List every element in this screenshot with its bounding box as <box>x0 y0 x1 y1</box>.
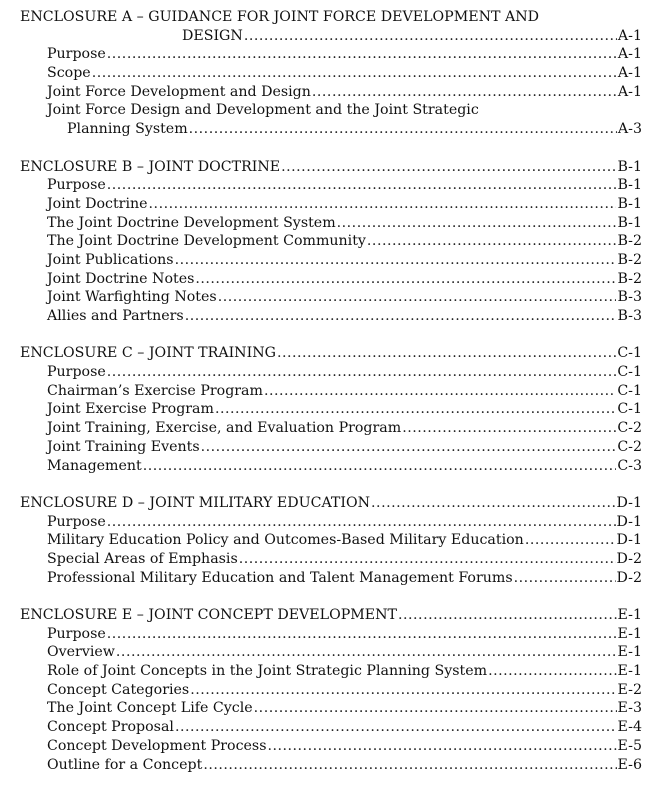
dot-leader <box>190 681 616 700</box>
page-number: A-1 <box>617 27 642 44</box>
dot-leader <box>488 662 616 681</box>
toc-entry[interactable] <box>20 307 642 326</box>
dot-leader <box>398 606 617 625</box>
toc-entry[interactable] <box>20 288 642 307</box>
section-title: ENCLOSURE C – JOINT TRAINING <box>20 345 276 362</box>
section-title: ENCLOSURE A – GUIDANCE FOR JOINT FORCE DEVELOPMENT AND <box>20 9 540 25</box>
section-enclosure-d <box>20 494 642 587</box>
entry-label: Military Education Policy and Outcomes-Based Military Education <box>47 532 524 549</box>
page-number: E-1 <box>617 625 642 642</box>
page-number: B-1 <box>617 158 642 175</box>
dot-leader <box>277 344 616 363</box>
toc-entry[interactable] <box>20 83 642 102</box>
dot-leader <box>203 756 616 775</box>
page-number: B-3 <box>617 308 642 324</box>
page-number: E-1 <box>617 644 642 661</box>
section-heading[interactable] <box>20 8 642 27</box>
entry-label: Concept Proposal <box>47 719 174 736</box>
page-number: C-2 <box>617 420 642 437</box>
page-number: A-1 <box>617 65 642 82</box>
entry-label: Joint Force Development and Design <box>47 83 311 100</box>
toc-entry[interactable] <box>20 400 642 419</box>
toc-entry[interactable] <box>20 251 642 270</box>
toc-entry[interactable] <box>20 737 642 756</box>
page-number: B-2 <box>617 251 642 268</box>
dot-leader <box>149 195 617 214</box>
page-number: B-3 <box>617 289 642 306</box>
toc-entry[interactable] <box>20 457 642 476</box>
toc-entry[interactable] <box>20 270 642 289</box>
entry-label: Scope <box>47 65 91 82</box>
entry-label: Allies and Partners <box>47 308 184 324</box>
dot-leader <box>254 699 617 718</box>
dot-leader <box>107 176 617 195</box>
section-enclosure-a <box>20 8 642 139</box>
toc-entry[interactable] <box>20 45 642 64</box>
entry-label: Purpose <box>47 625 106 642</box>
dot-leader <box>175 251 617 270</box>
dot-leader <box>267 737 616 756</box>
page-number: E-1 <box>617 663 642 680</box>
entry-label: Overview <box>47 644 115 661</box>
entry-label: Concept Categories <box>47 681 190 698</box>
dot-leader <box>244 27 617 46</box>
entry-label: Professional Military Education and Talent Management Forums <box>47 569 513 586</box>
page-number: E-5 <box>617 737 642 754</box>
dot-leader <box>185 307 617 326</box>
toc-entry[interactable] <box>20 438 642 457</box>
dot-leader <box>189 120 617 139</box>
page-number: B-1 <box>617 214 642 231</box>
page-number: D-1 <box>616 513 642 530</box>
page-number: E-4 <box>617 719 642 736</box>
dot-leader <box>402 419 616 438</box>
dot-leader <box>525 531 616 550</box>
dot-leader <box>264 382 616 401</box>
page-number: B-2 <box>617 233 642 250</box>
toc-entry[interactable] <box>20 662 642 681</box>
toc-entry[interactable] <box>20 550 642 569</box>
page-number: D-2 <box>616 550 642 567</box>
toc-entry[interactable] <box>20 531 642 550</box>
toc-entry[interactable] <box>20 214 642 233</box>
dot-leader <box>195 270 616 289</box>
section-title: ENCLOSURE E – JOINT CONCEPT DEVELOPMENT <box>20 607 398 623</box>
dot-leader <box>143 457 617 476</box>
toc-entry[interactable] <box>20 718 642 737</box>
entry-label: Joint Exercise Program <box>47 401 214 418</box>
entry-label: Purpose <box>47 364 106 381</box>
dot-leader <box>281 158 616 177</box>
page-number: C-1 <box>617 345 642 362</box>
dot-leader <box>312 83 617 102</box>
dot-leader <box>201 438 617 457</box>
dot-leader <box>116 643 617 662</box>
entry-label: The Joint Concept Life Cycle <box>47 700 253 717</box>
page-number: A-1 <box>617 83 642 100</box>
page-number: C-2 <box>617 438 642 455</box>
entry-label: Joint Force Design and Development and the Joint Strategic <box>47 102 479 119</box>
page-number: C-3 <box>617 457 642 474</box>
toc-entry[interactable] <box>20 64 642 83</box>
dot-leader <box>92 64 617 83</box>
toc-entry[interactable] <box>20 176 642 195</box>
toc-entry-continued[interactable] <box>20 120 642 139</box>
toc-entry[interactable] <box>20 569 642 588</box>
entry-label: The Joint Doctrine Development Community <box>47 233 366 250</box>
entry-label: Purpose <box>47 177 106 194</box>
dot-leader <box>107 513 616 532</box>
page-number: C-1 <box>617 401 642 418</box>
toc-entry[interactable] <box>20 382 642 401</box>
dot-leader <box>367 232 617 251</box>
dot-leader <box>107 625 617 644</box>
page-number: B-1 <box>617 177 642 194</box>
toc-entry[interactable] <box>20 625 642 644</box>
toc-entry[interactable] <box>20 232 642 251</box>
page-number: A-1 <box>617 46 642 63</box>
entry-label: The Joint Doctrine Development System <box>47 214 336 231</box>
entry-label: Joint Doctrine Notes <box>47 270 195 287</box>
toc-entry[interactable] <box>20 756 642 775</box>
entry-label: Outline for a Concept <box>47 756 203 773</box>
entry-label: Management <box>47 457 142 474</box>
toc-entry[interactable] <box>20 643 642 662</box>
page-number: C-1 <box>617 382 642 399</box>
entry-label: Purpose <box>47 46 106 63</box>
section-heading[interactable] <box>20 494 642 513</box>
dot-leader <box>218 288 617 307</box>
entry-label: Special Areas of Emphasis <box>47 550 238 567</box>
section-heading-continued[interactable] <box>20 27 642 46</box>
page-number: A-3 <box>617 121 642 138</box>
toc-entry[interactable] <box>20 101 642 120</box>
dot-leader <box>215 400 616 419</box>
section-enclosure-b <box>20 158 642 326</box>
section-title-continued: DESIGN <box>182 27 243 44</box>
entry-label: Chairman’s Exercise Program <box>47 382 263 399</box>
page-number: E-3 <box>617 700 642 717</box>
page-number: D-2 <box>616 569 642 586</box>
toc-entry[interactable] <box>20 363 642 382</box>
entry-label: Joint Warfighting Notes <box>47 289 217 306</box>
entry-label-continued: Planning System <box>67 121 188 138</box>
entry-label: Joint Training Events <box>47 438 200 455</box>
entry-label: Joint Publications <box>47 251 174 268</box>
toc-entry[interactable] <box>20 513 642 532</box>
dot-leader <box>337 214 617 233</box>
toc-entry[interactable] <box>20 681 642 700</box>
page-number: E-1 <box>617 607 642 623</box>
toc-entry[interactable] <box>20 699 642 718</box>
page-number: C-1 <box>617 364 642 381</box>
section-title: ENCLOSURE D – JOINT MILITARY EDUCATION <box>20 494 371 511</box>
entry-label: Concept Development Process <box>47 737 267 754</box>
section-heading[interactable] <box>20 344 642 363</box>
page-number: D-1 <box>616 494 642 511</box>
page-number: D-1 <box>616 532 642 549</box>
entry-label: Joint Training, Exercise, and Evaluation Program <box>47 420 402 437</box>
entry-label: Joint Doctrine <box>47 195 148 212</box>
dot-leader <box>107 45 617 64</box>
page-number: E-2 <box>617 681 642 698</box>
section-heading[interactable] <box>20 606 642 625</box>
toc-entry[interactable] <box>20 419 642 438</box>
page-number: B-1 <box>617 195 642 212</box>
dot-leader <box>239 550 616 569</box>
toc-entry[interactable] <box>20 195 642 214</box>
page-number: E-6 <box>617 756 642 773</box>
dot-leader <box>514 569 616 588</box>
entry-label: Role of Joint Concepts in the Joint Strategic Planning System <box>47 663 488 680</box>
section-heading[interactable] <box>20 158 642 177</box>
entry-label: Purpose <box>47 513 106 530</box>
section-enclosure-c <box>20 344 642 475</box>
dot-leader <box>371 494 615 513</box>
page-number: B-2 <box>617 270 642 287</box>
dot-leader <box>175 718 617 737</box>
section-enclosure-e <box>20 606 642 774</box>
section-title: ENCLOSURE B – JOINT DOCTRINE <box>20 158 281 175</box>
dot-leader <box>107 363 617 382</box>
